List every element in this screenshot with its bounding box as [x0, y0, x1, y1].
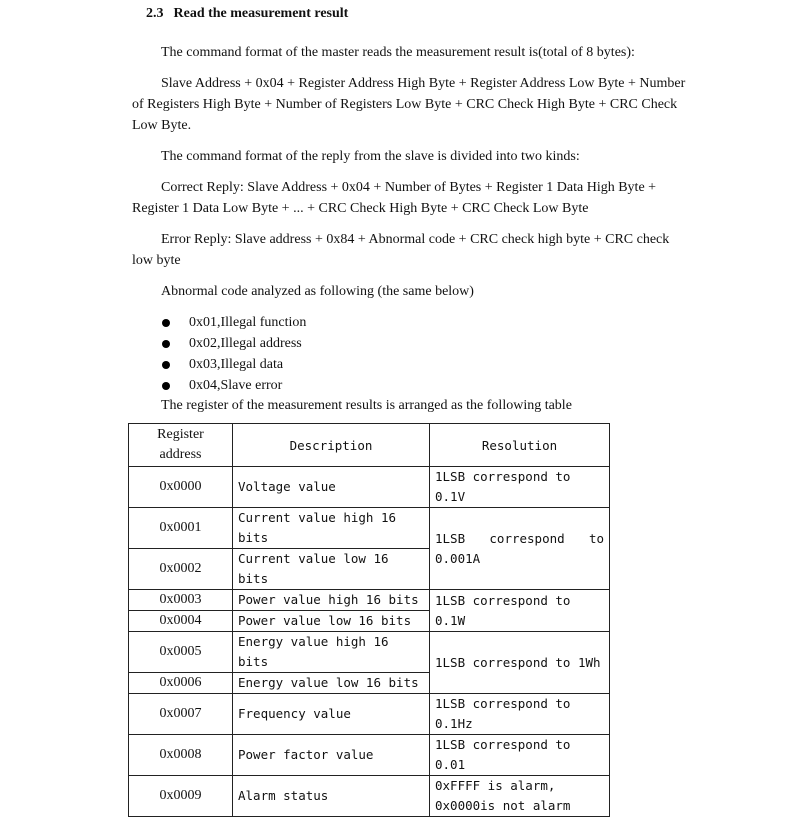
- bullet-icon: [162, 319, 170, 327]
- resolution-current-line1: [435, 529, 604, 549]
- paragraph-error-reply: Error Reply: Slave address + 0x84 + Abnormal code + CRC check high byte + CRC check low byte: [132, 232, 670, 268]
- cell-address: 0x0001: [129, 508, 233, 549]
- cell-description: Current value low 16 bits: [233, 549, 430, 590]
- cell-address: 0x0007: [129, 694, 233, 735]
- list-item: [160, 333, 306, 354]
- cell-description: Current value high 16 bits: [233, 508, 430, 549]
- cell-resolution: 1LSB correspond to 1Wh: [430, 632, 610, 694]
- header-register-address: [129, 424, 233, 467]
- paragraph-reply-kinds: The command format of the reply from the slave is divided into two kinds:: [161, 149, 580, 164]
- section-number: 2.3: [146, 6, 164, 21]
- bullet-icon: [162, 382, 170, 390]
- cell-address: 0x0009: [129, 776, 233, 817]
- list-item: [160, 354, 306, 375]
- table-row: [129, 776, 610, 817]
- resolution-current-part: to: [588, 530, 604, 546]
- table-row: [129, 694, 610, 735]
- resolution-current-part: 1LSB: [435, 530, 466, 546]
- abnormal-code-text: 0x01,Illegal function: [189, 315, 307, 330]
- resolution-current-part: correspond: [489, 530, 565, 546]
- cell-description: Power factor value: [233, 735, 430, 776]
- paragraph-table-intro: The register of the measurement results is arranged as the following table: [161, 398, 572, 413]
- resolution-alarm-line2: 0x0000is not alarm: [435, 798, 571, 813]
- cell-resolution: [430, 776, 610, 817]
- cell-description: Power value low 16 bits: [233, 611, 430, 632]
- cell-description: Energy value high 16 bits: [233, 632, 430, 673]
- cell-resolution: 1LSB correspond to 0.1Hz: [430, 694, 610, 735]
- bullet-icon: [162, 340, 170, 348]
- cell-address: 0x0008: [129, 735, 233, 776]
- bullet-icon: [162, 361, 170, 369]
- table-row: [129, 735, 610, 776]
- cell-description: Voltage value: [233, 467, 430, 508]
- paragraph-abnormal-code-intro: Abnormal code analyzed as following (the same below): [161, 284, 474, 299]
- table-row: [129, 508, 610, 549]
- list-item: [160, 312, 306, 333]
- cell-address: 0x0005: [129, 632, 233, 673]
- cell-resolution: [430, 508, 610, 590]
- header-resolution: Resolution: [430, 424, 610, 467]
- cell-description: Power value high 16 bits: [233, 590, 430, 611]
- abnormal-code-text: 0x02,Illegal address: [189, 336, 302, 351]
- resolution-current-line2: 0.001A: [435, 550, 481, 566]
- table-header-row: [129, 424, 610, 467]
- header-register-line1: Register: [157, 427, 204, 442]
- resolution-alarm-line1: 0xFFFF is alarm,: [435, 778, 556, 793]
- cell-address: 0x0002: [129, 549, 233, 590]
- abnormal-code-text: 0x04,Slave error: [189, 378, 283, 393]
- cell-address: 0x0006: [129, 673, 233, 694]
- cell-address: 0x0000: [129, 467, 233, 508]
- cell-address: 0x0003: [129, 590, 233, 611]
- register-table: [128, 423, 610, 817]
- cell-address: 0x0004: [129, 611, 233, 632]
- table-row: [129, 467, 610, 508]
- header-register-line2: address: [159, 447, 202, 462]
- abnormal-code-list: [160, 312, 306, 396]
- abnormal-code-text: 0x03,Illegal data: [189, 357, 284, 372]
- paragraph-correct-reply: Correct Reply: Slave Address + 0x04 + Number of Bytes + Register 1 Data High Byte + Register 1 Data Low Byte + ... + CRC Check High Byte + CRC Check Low Byte: [132, 180, 657, 216]
- cell-description: Frequency value: [233, 694, 430, 735]
- section-title: Read the measurement result: [173, 6, 349, 21]
- cell-resolution: 1LSB correspond to 0.1W: [430, 590, 610, 632]
- cell-description: Energy value low 16 bits: [233, 673, 430, 694]
- paragraph-command-format: The command format of the master reads the measurement result is(total of 8 bytes):: [161, 45, 635, 60]
- cell-description: Alarm status: [233, 776, 430, 817]
- cell-resolution: 1LSB correspond to 0.01: [430, 735, 610, 776]
- table-row: [129, 632, 610, 673]
- section-heading: [146, 6, 348, 22]
- table-row: [129, 590, 610, 611]
- paragraph-master-request: Slave Address + 0x04 + Register Address High Byte + Register Address Low Byte + Number of Registers High Byte + Number of Registers Low Byte + CRC Check High Byte + CRC Check Low Byte.: [132, 76, 686, 133]
- header-description: Description: [233, 424, 430, 467]
- cell-resolution: 1LSB correspond to 0.1V: [430, 467, 610, 508]
- list-item: [160, 375, 306, 396]
